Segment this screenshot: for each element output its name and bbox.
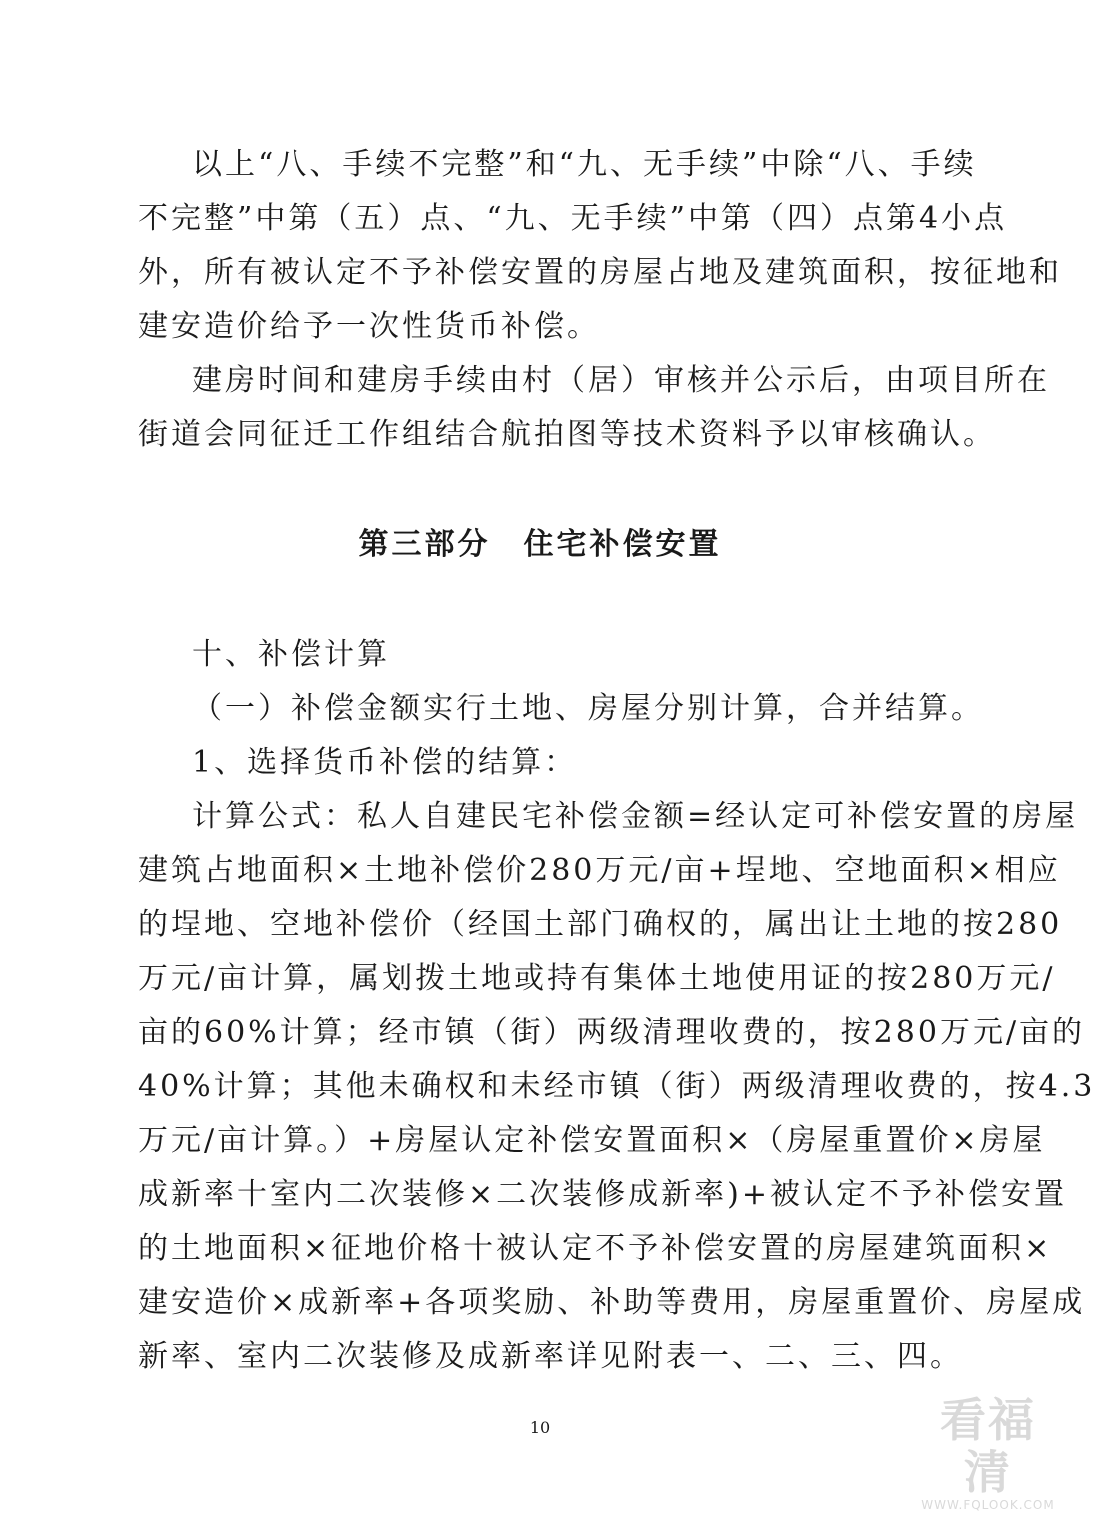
section-title: 第三部分 住宅补偿安置 [358, 527, 722, 562]
subsection-title: 十、补偿计算 [192, 637, 390, 672]
watermark-url: WWW.FQLOOK.COM [921, 1498, 1055, 1512]
formula-line-7: 万元/亩计算。）+房屋认定补偿安置面积×（房屋重置价×房屋 [138, 1123, 1046, 1158]
paragraph-1-line-4: 建安造价给予一次性货币补偿。 [138, 309, 600, 344]
watermark-text: 看福清 [940, 1393, 1036, 1499]
page-number: 10 [529, 1418, 551, 1437]
formula-line-6: 40%计算；其他未确权和未经市镇（街）两级清理收费的，按4.3 [138, 1069, 1095, 1104]
formula-line-3: 的埕地、空地补偿价（经国土部门确权的，属出让土地的按280 [138, 907, 1063, 942]
paragraph-1-line-3: 外，所有被认定不予补偿安置的房屋占地及建筑面积，按征地和 [138, 255, 1062, 290]
formula-line-9: 的土地面积×征地价格十被认定不予补偿安置的房屋建筑面积× [138, 1231, 1053, 1266]
formula-line-8: 成新率十室内二次装修×二次装修成新率)+被认定不予补偿安置 [138, 1177, 1067, 1212]
paragraph-2-line-2: 街道会同征迁工作组结合航拍图等技术资料予以审核确认。 [138, 417, 996, 452]
paragraph-1-line-2: 不完整”中第（五）点、“九、无手续”中第（四）点第4小点 [138, 201, 1008, 236]
item-1-text: 1、选择货币补偿的结算： [192, 745, 578, 780]
formula-line-10: 建安造价×成新率+各项奖励、补助等费用，房屋重置价、房屋成 [138, 1285, 1086, 1320]
paragraph-2-line-1: 建房时间和建房手续由村（居）审核并公示后，由项目所在 [192, 363, 1050, 398]
paragraph-1-line-1: 以上“八、手续不完整”和“九、无手续”中除“八、手续 [192, 147, 977, 182]
formula-line-4: 万元/亩计算，属划拨土地或持有集体土地使用证的按280万元/ [138, 961, 1056, 996]
watermark-logo [918, 1394, 1058, 1512]
formula-line-11: 新率、室内二次装修及成新率详见附表一、二、三、四。 [138, 1339, 963, 1374]
item-one-text: （一）补偿金额实行土地、房屋分别计算，合并结算。 [192, 691, 984, 726]
formula-line-2: 建筑占地面积×土地补偿价280万元/亩+埕地、空地面积×相应 [138, 853, 1061, 888]
formula-line-5: 亩的60%计算；经市镇（街）两级清理收费的，按280万元/亩的 [138, 1015, 1086, 1050]
formula-line-1: 计算公式：私人自建民宅补偿金额=经认定可补偿安置的房屋 [192, 799, 1079, 834]
